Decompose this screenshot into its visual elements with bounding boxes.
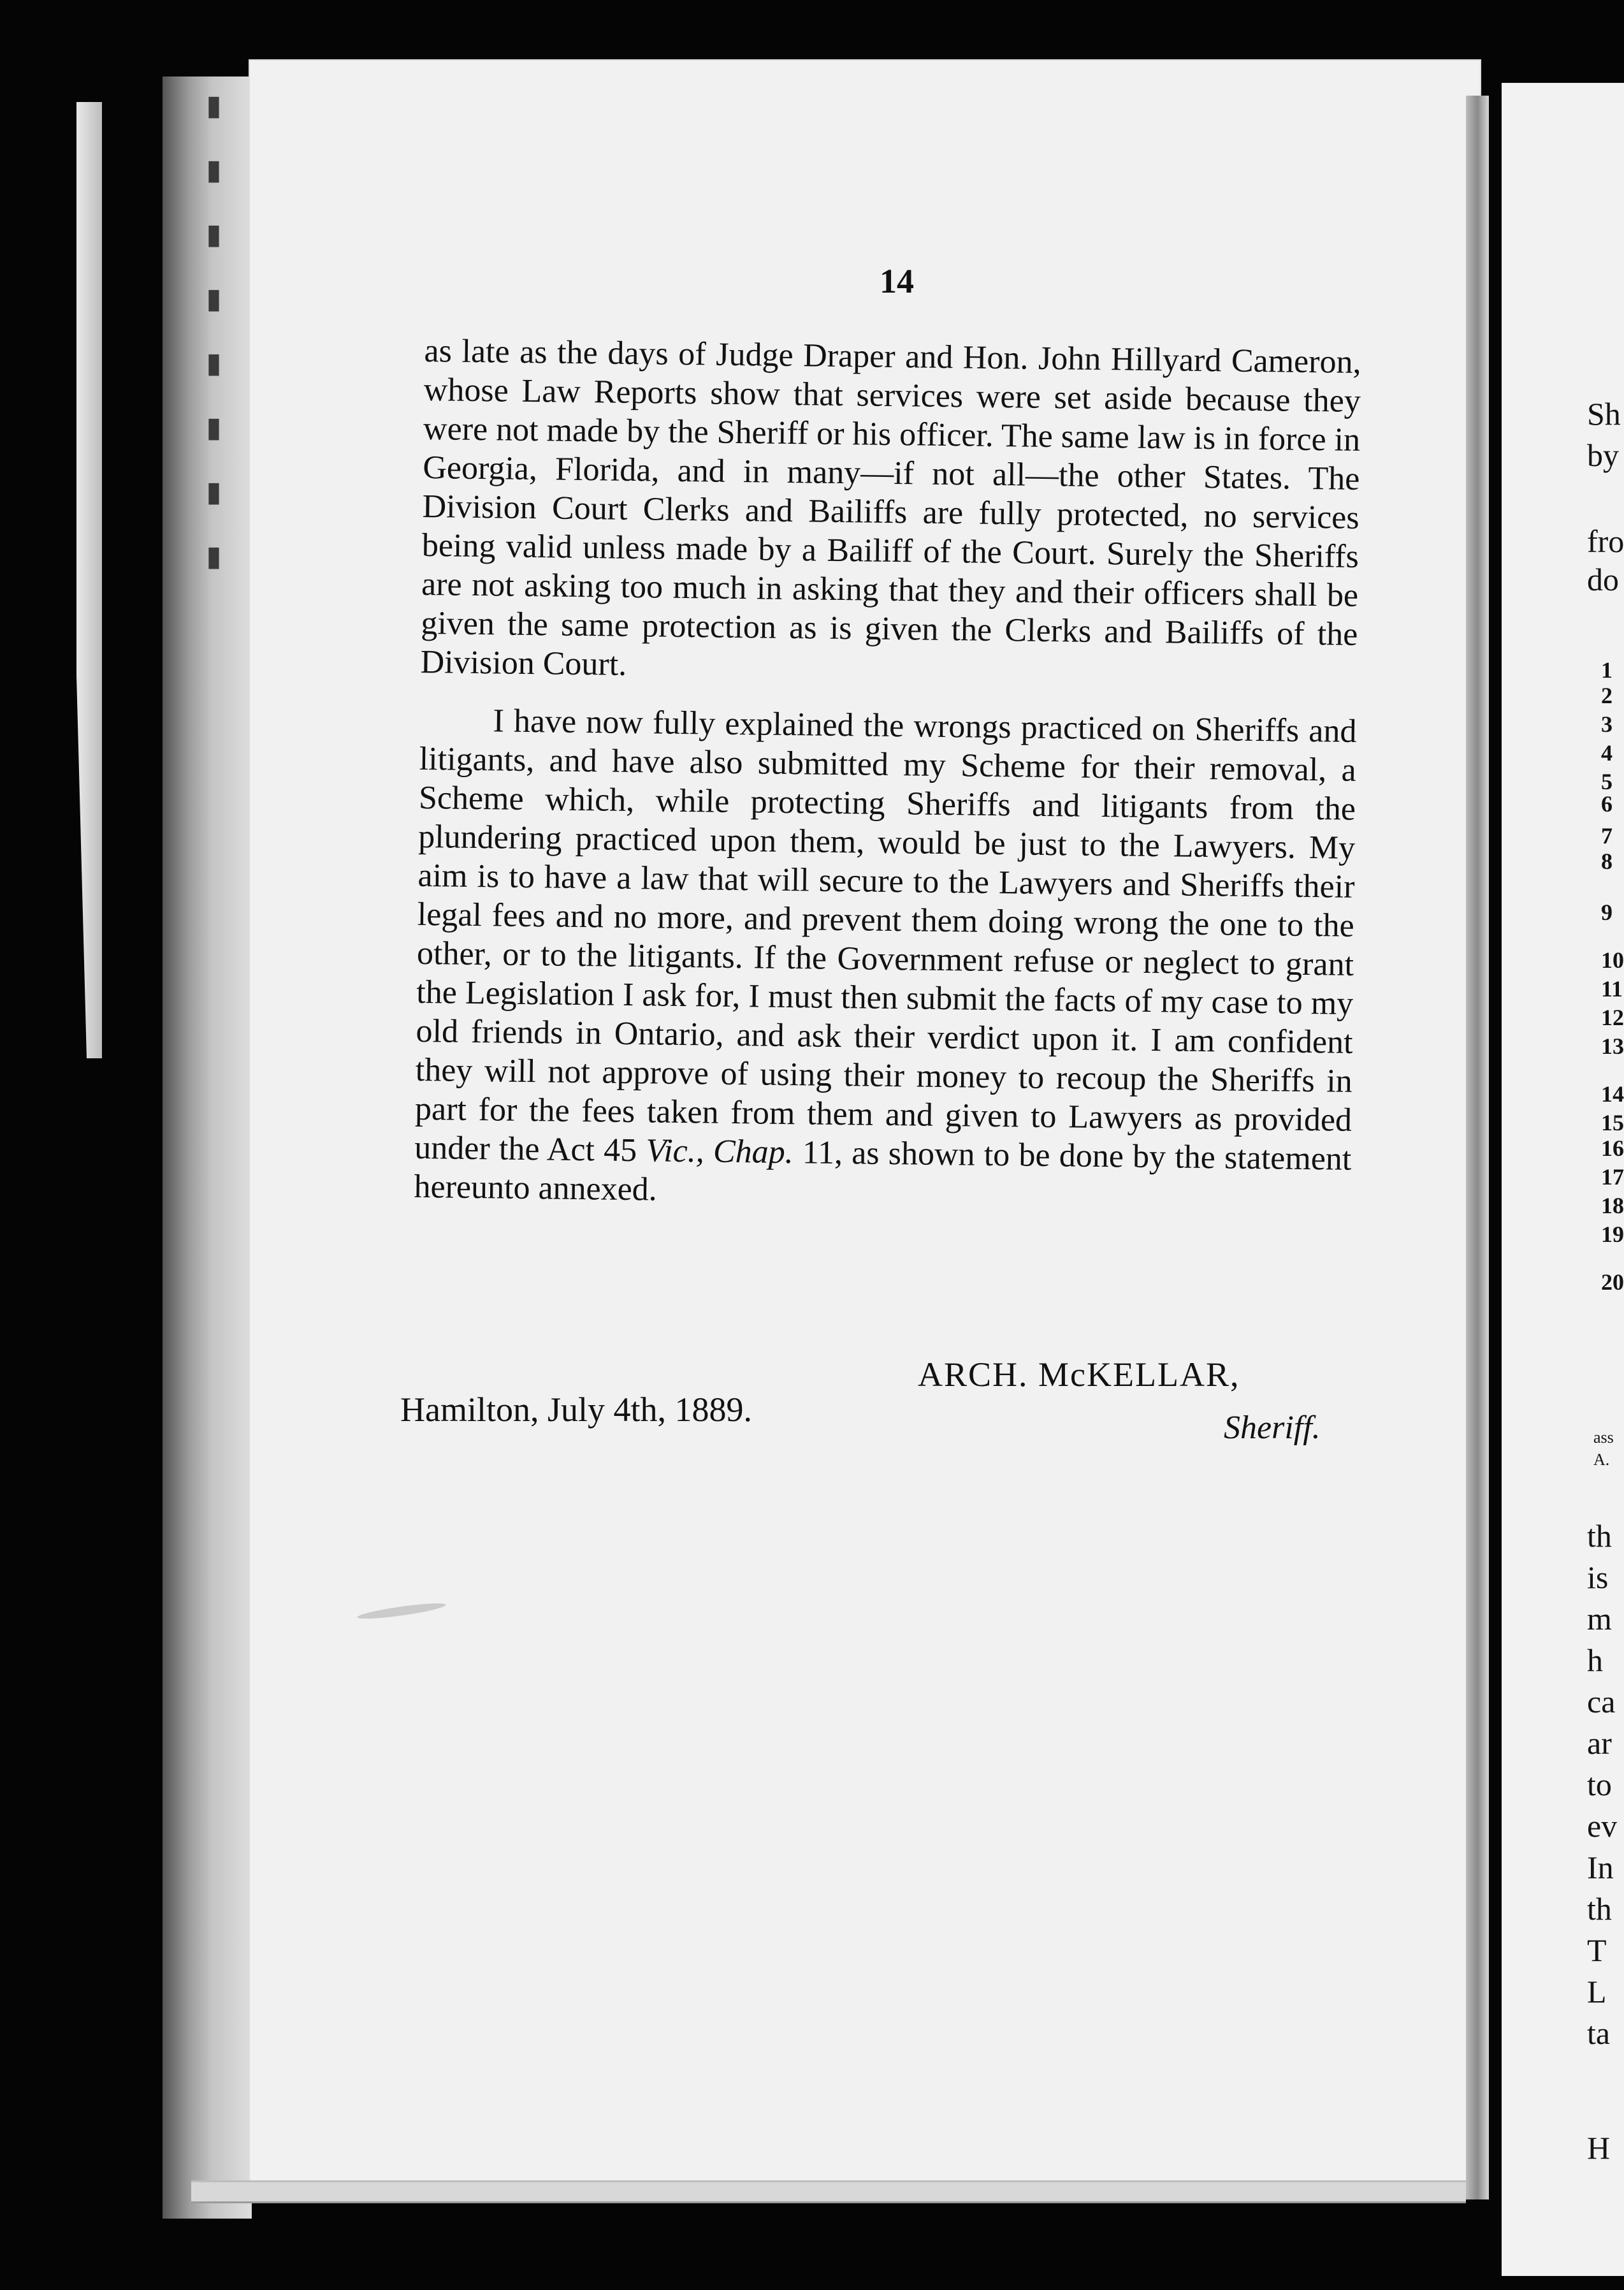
adjacent-line: is <box>1587 1559 1609 1595</box>
body-text <box>414 332 1361 1218</box>
adjacent-line: do <box>1587 562 1619 597</box>
adjacent-line: ar <box>1587 1725 1612 1761</box>
act-vic: Vic., <box>646 1132 705 1170</box>
adjacent-line: fro <box>1587 523 1624 559</box>
act-number: 45 <box>603 1132 637 1169</box>
adjacent-number: 4 <box>1601 740 1613 766</box>
adjacent-line: Sh <box>1587 396 1621 432</box>
adjacent-line: H <box>1587 2130 1611 2166</box>
paragraph-2 <box>414 701 1357 1218</box>
adjacent-number: 20 <box>1601 1269 1624 1295</box>
adjacent-number: 11 <box>1601 976 1623 1002</box>
act-tail: as shown to be done by the statement hereunto annexed. <box>414 1135 1352 1208</box>
adjacent-number: 6 <box>1601 791 1613 817</box>
adjacent-line: T <box>1587 1932 1607 1968</box>
adjacent-number: 3 <box>1601 711 1613 737</box>
adjacent-number: 7 <box>1601 823 1613 849</box>
signature-name: ARCH. McKELLAR, <box>918 1355 1240 1394</box>
page-gutter <box>1466 96 1489 2199</box>
place-date: Hamilton, July 4th, 1889. <box>400 1390 752 1429</box>
adjacent-number: 14 <box>1601 1081 1624 1107</box>
adjacent-number: 13 <box>1601 1033 1624 1059</box>
adjacent-line: th <box>1587 1518 1612 1554</box>
adjacent-small-line: A. <box>1593 1450 1610 1469</box>
adjacent-number: 9 <box>1601 900 1613 925</box>
adjacent-number: 16 <box>1601 1135 1624 1161</box>
act-chap: Chap. <box>713 1133 794 1171</box>
adjacent-line: m <box>1587 1601 1612 1637</box>
adjacent-small-line: ass <box>1593 1428 1614 1447</box>
adjacent-line: th <box>1587 1891 1612 1927</box>
adjacent-line: by <box>1587 437 1619 473</box>
adjacent-line: ca <box>1587 1684 1616 1719</box>
adjacent-number: 18 <box>1601 1193 1624 1218</box>
adjacent-number: 8 <box>1601 849 1613 874</box>
paragraph-1: as late as the days of Judge Draper and Hon. John Hillyard Cameron, whose Law Reports show that services were set aside because they were not made by the Sheriff or his officer. The same law is in force in Georgia, Florida, and in many—if not all—the other States. The Division Court Clerks and Bailiffs are fully protected, no services being valid unless made by a Bailiff of the Court. Surely the Sheriffs are not asking too much in asking that they and their officers shall be given the same protection as is given the Clerks and Bailiffs of the Division Court. <box>420 332 1361 683</box>
adjacent-number: 5 <box>1601 769 1613 794</box>
adjacent-line: In <box>1587 1849 1614 1885</box>
adjacent-number: 12 <box>1601 1005 1624 1030</box>
adjacent-number: 10 <box>1601 947 1624 973</box>
adjacent-number: 1 <box>1601 657 1613 683</box>
adjacent-number: 19 <box>1601 1222 1624 1247</box>
adjacent-line: to <box>1587 1767 1612 1802</box>
act-chap-number: 11, <box>802 1134 843 1172</box>
adjacent-number: 17 <box>1601 1164 1624 1190</box>
paragraph-2-text: I have now fully explained the wrongs practiced on Sheriffs and litigants, and have also submitted my Scheme for their removal, a Scheme which, while protecting Sheriffs and litigants from the plundering practiced upon them, would be just to the Lawyers. My aim is to have a law that will secure to the Lawyers and Sheriffs their legal fees and no more, and prevent them doing wrong the one to the other, or to the litigants. If the Government refuse or neglect to grant the Legislation I ask for, I must then submit the facts of my case to my old friends in Ontario, and ask their verdict upon it. I am confident they will not approve of using their money to recoup the Sheriffs in part for the fees taken from them and given to Lawyers as provided under the Act <box>414 703 1357 1169</box>
page-number: 14 <box>880 262 914 300</box>
signature-title: Sheriff. <box>1224 1410 1321 1446</box>
adjacent-line: h <box>1587 1642 1603 1678</box>
left-margin-strip <box>76 102 102 1058</box>
adjacent-line: ta <box>1587 2015 1611 2051</box>
stack-edge-marks: ▮ ▮ ▮ ▮ ▮ ▮ ▮ ▮ <box>198 89 230 584</box>
adjacent-line: L <box>1587 1974 1607 2009</box>
adjacent-number: 2 <box>1601 683 1613 708</box>
adjacent-line: ev <box>1587 1808 1618 1844</box>
adjacent-number: 15 <box>1601 1110 1624 1135</box>
page-bottom-edges <box>191 2180 1466 2203</box>
